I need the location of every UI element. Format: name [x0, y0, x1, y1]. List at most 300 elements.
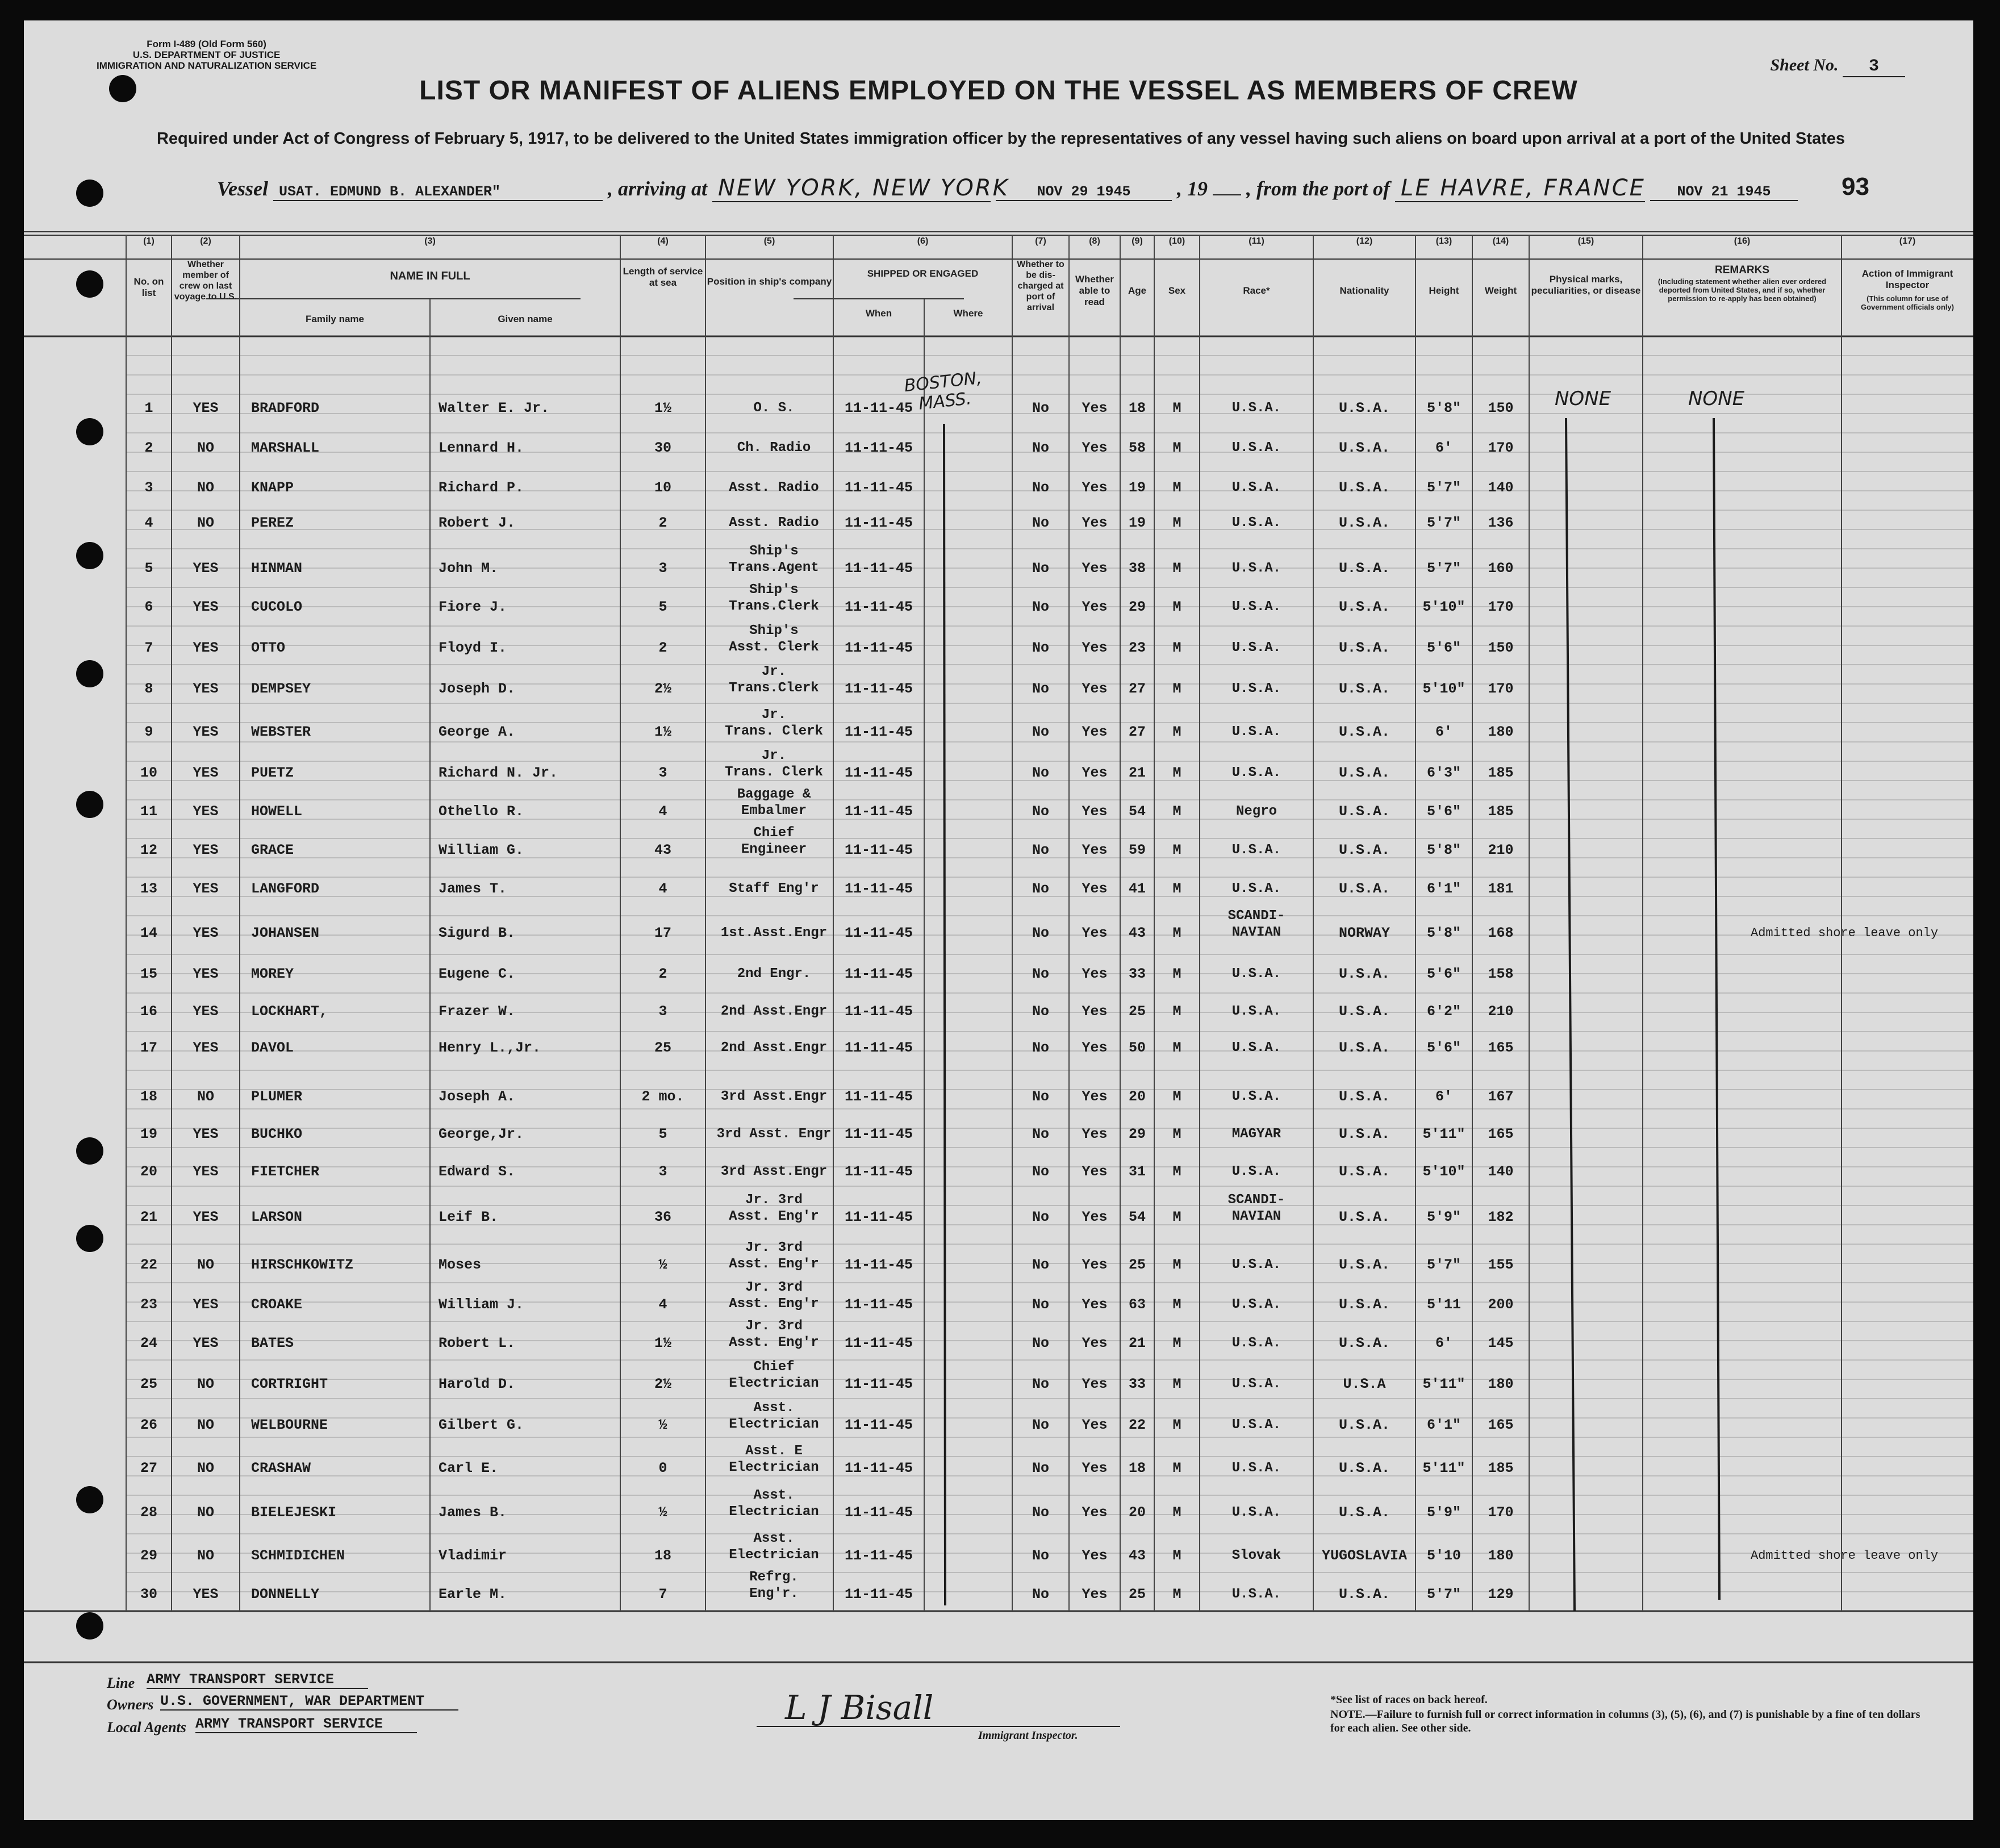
cell-family: HIRSCHKOWITZ [251, 1257, 354, 1273]
line-value: ARMY TRANSPORT SERVICE [147, 1671, 368, 1689]
col-number: (5) [763, 236, 775, 246]
cell-prev: YES [193, 599, 219, 615]
cell-read: Yes [1082, 1504, 1108, 1521]
cell-family: BIELEJESKI [251, 1504, 337, 1521]
cell-position: Jr. 3rd Asst. Eng'r [729, 1192, 819, 1224]
cell-read: Yes [1082, 1547, 1108, 1564]
cell-race: U.S.A. [1231, 881, 1281, 896]
cell-given: Henry L.,Jr. [439, 1040, 541, 1056]
col-number: (8) [1089, 236, 1100, 246]
cell-no: 11 [140, 803, 157, 820]
cell-sex: M [1172, 1460, 1181, 1476]
cell-sex: M [1172, 724, 1181, 740]
cell-action: Admitted shore leave only [1751, 1549, 1939, 1563]
cell-given: Richard P. [439, 479, 524, 496]
cell-no: 2 [144, 440, 153, 456]
cell-when: 11-11-45 [844, 1040, 913, 1056]
cell-race: U.S.A. [1231, 1336, 1281, 1351]
cell-family: LARSON [251, 1209, 303, 1225]
sheet-value: 3 [1843, 57, 1905, 77]
cell-no: 13 [140, 881, 157, 897]
cell-sex: M [1172, 640, 1181, 656]
cell-height: 5'11 [1426, 1296, 1461, 1313]
cell-family: CUCOLO [251, 599, 303, 615]
cell-family: CRASHAW [251, 1460, 311, 1476]
cell-read: Yes [1082, 1460, 1108, 1476]
cell-prev: NO [197, 1417, 214, 1433]
cell-weight: 170 [1488, 440, 1514, 456]
cell-discharge: No [1032, 560, 1049, 577]
ditto-line-physical [1566, 418, 1575, 1611]
cell-weight: 129 [1488, 1586, 1514, 1603]
cell-race: SCANDI- NAVIAN [1227, 1192, 1285, 1224]
cell-service: 36 [654, 1209, 671, 1225]
cell-height: 6' [1435, 1088, 1452, 1105]
cell-family: DAVOL [251, 1040, 294, 1056]
cell-sex: M [1172, 1586, 1181, 1603]
cell-prev: YES [193, 1209, 219, 1225]
cell-race: U.S.A. [1231, 724, 1281, 740]
cell-no: 26 [140, 1417, 157, 1433]
cell-sex: M [1172, 1088, 1181, 1105]
cell-prev: NO [197, 1376, 214, 1392]
cell-discharge: No [1032, 1547, 1049, 1564]
cell-service: ½ [658, 1417, 667, 1433]
cell-weight: 150 [1488, 400, 1514, 416]
cell-discharge: No [1032, 1586, 1049, 1603]
header-position: Position in ship's company [707, 276, 832, 287]
col-number: (11) [1249, 236, 1264, 246]
cell-no: 30 [140, 1586, 157, 1603]
cell-prev: YES [193, 966, 219, 982]
cell-sex: M [1172, 881, 1181, 897]
cell-sex: M [1172, 1126, 1181, 1142]
cell-discharge: No [1032, 440, 1049, 456]
cell-age: 27 [1128, 724, 1146, 740]
cell-prev: YES [193, 881, 219, 897]
note-penalty: NOTE.—Failure to furnish full or correct information in columns (3), (5), (6), and (7) is punishable by a fine of ten dollars for each alien. See other side. [1330, 1708, 1920, 1734]
cell-given: Leif B. [439, 1209, 499, 1225]
cell-given: Robert J. [439, 515, 516, 531]
cell-when: 11-11-45 [844, 640, 913, 656]
cell-sex: M [1172, 1296, 1181, 1313]
header-able-to-read: Whether able to read [1075, 274, 1114, 307]
cell-age: 21 [1128, 765, 1146, 781]
cell-when: 11-11-45 [844, 1163, 913, 1180]
col-number: (6) [917, 236, 929, 246]
header-age: Age [1128, 285, 1147, 296]
cell-family: LOCKHART, [251, 1003, 328, 1020]
cell-nationality: U.S.A. [1338, 1257, 1390, 1273]
cell-service: 0 [658, 1460, 667, 1476]
cell-height: 5'7" [1426, 515, 1461, 531]
cell-position: Asst. Electrician [729, 1400, 819, 1432]
cell-discharge: No [1032, 1376, 1049, 1392]
cell-position: Jr. 3rd Asst. Eng'r [729, 1240, 819, 1272]
cell-nationality: U.S.A. [1338, 1460, 1390, 1476]
cell-discharge: No [1032, 479, 1049, 496]
header-no-on-list: No. on list [133, 276, 164, 298]
cell-sex: M [1172, 1209, 1181, 1225]
cell-age: 18 [1128, 1460, 1146, 1476]
cell-given: Moses [439, 1257, 482, 1273]
cell-position: Ship's Trans.Clerk [729, 582, 819, 614]
cell-weight: 181 [1488, 881, 1514, 897]
cell-service: 2 [658, 966, 667, 982]
cell-service: 2 [658, 640, 667, 656]
document-title: LIST OR MANIFEST OF ALIENS EMPLOYED ON THE VESSEL AS MEMBERS OF CREW [419, 76, 1578, 106]
cell-given: Floyd I. [439, 640, 507, 656]
cell-height: 5'10 [1426, 1547, 1461, 1564]
cell-no: 28 [140, 1504, 157, 1521]
cell-given: Gilbert G. [439, 1417, 524, 1433]
form-number: Form I-489 (Old Form 560) [147, 39, 266, 49]
cell-given: Sigurd B. [439, 925, 516, 941]
cell-sex: M [1172, 515, 1181, 531]
cell-height: 6' [1435, 724, 1452, 740]
cell-sex: M [1172, 560, 1181, 577]
header-physical-marks: Physical marks, peculiarities, or disease [1531, 274, 1641, 296]
cell-no: 15 [140, 966, 157, 982]
cell-discharge: No [1032, 599, 1049, 615]
cell-discharge: No [1032, 925, 1049, 941]
cell-no: 21 [140, 1209, 157, 1225]
cell-nationality: U.S.A. [1338, 640, 1390, 656]
cell-family: DONNELLY [251, 1586, 320, 1603]
header-inspector-action: Action of Immigrant Inspector [1861, 268, 1953, 290]
inspector-signature: L J Bisall [785, 1688, 934, 1727]
cell-weight: 210 [1488, 842, 1514, 858]
cell-discharge: No [1032, 515, 1049, 531]
cell-prev: YES [193, 1040, 219, 1056]
cell-nationality: U.S.A. [1338, 599, 1390, 615]
year-label: , 19 [1177, 177, 1208, 200]
cell-race: U.S.A. [1231, 681, 1281, 696]
header-when: When [865, 308, 892, 319]
cell-read: Yes [1082, 881, 1108, 897]
cell-given: Eugene C. [439, 966, 516, 982]
cell-when: 11-11-45 [844, 842, 913, 858]
cell-age: 25 [1128, 1003, 1146, 1020]
cell-age: 18 [1128, 400, 1146, 416]
cell-race: U.S.A. [1231, 1257, 1281, 1273]
cell-read: Yes [1082, 1257, 1108, 1273]
cell-given: Vladimir [439, 1547, 507, 1564]
cell-when: 11-11-45 [844, 1376, 913, 1392]
handwritten-where: BOSTON, MASS. [903, 368, 983, 414]
cell-age: 22 [1128, 1417, 1146, 1433]
col-number: (1) [143, 236, 155, 246]
cell-position: 1st.Asst.Engr [720, 925, 828, 941]
cell-given: George,Jr. [439, 1126, 524, 1142]
col-number: (4) [657, 236, 669, 246]
cell-height: 5'8" [1426, 400, 1461, 416]
cell-discharge: No [1032, 1335, 1049, 1351]
cell-given: James T. [439, 881, 507, 897]
cell-discharge: No [1032, 1417, 1049, 1433]
cell-height: 5'11" [1422, 1460, 1465, 1476]
cell-prev: YES [193, 842, 219, 858]
cell-no: 22 [140, 1257, 157, 1273]
cell-discharge: No [1032, 842, 1049, 858]
cell-service: 2½ [654, 681, 671, 697]
cell-read: Yes [1082, 1296, 1108, 1313]
header-remarks-note: (Including statement whether alien ever ordered deported from United States, and if so, whether permission to re-apply has been obtained) [1657, 277, 1827, 303]
cell-when: 11-11-45 [844, 1296, 913, 1313]
cell-age: 54 [1128, 803, 1146, 820]
page-number: 93 [1842, 173, 1869, 201]
cell-sex: M [1172, 966, 1181, 982]
cell-discharge: No [1032, 640, 1049, 656]
col-number: (12) [1356, 236, 1373, 246]
cell-read: Yes [1082, 479, 1108, 496]
cell-given: Earle M. [439, 1586, 507, 1603]
cell-no: 29 [140, 1547, 157, 1564]
cell-position: Asst. Radio [729, 480, 819, 495]
cell-when: 11-11-45 [844, 400, 913, 416]
header-inspector-action-note: (This column for use of Government officials only) [1861, 294, 1954, 311]
cell-sex: M [1172, 1376, 1181, 1392]
cell-race: Slovak [1231, 1548, 1281, 1563]
cell-race: MAGYAR [1231, 1127, 1281, 1142]
cell-read: Yes [1082, 681, 1108, 697]
cell-sex: M [1172, 1335, 1181, 1351]
cell-no: 20 [140, 1163, 157, 1180]
cell-prev: YES [193, 1335, 219, 1351]
cell-height: 5'6" [1426, 640, 1461, 656]
cell-discharge: No [1032, 1209, 1049, 1225]
cell-family: CROAKE [251, 1296, 303, 1313]
cell-weight: 170 [1488, 599, 1514, 615]
cell-read: Yes [1082, 640, 1108, 656]
service: IMMIGRATION AND NATURALIZATION SERVICE [97, 60, 317, 71]
cell-service: 18 [654, 1547, 671, 1564]
cell-age: 50 [1128, 1040, 1146, 1056]
cell-height: 5'7" [1426, 560, 1461, 577]
cell-when: 11-11-45 [844, 881, 913, 897]
vessel-name: USAT. EDMUND B. ALEXANDER" [273, 183, 603, 201]
cell-service: 2½ [654, 1376, 671, 1392]
cell-nationality: U.S.A. [1338, 881, 1390, 897]
col-number: (16) [1734, 236, 1751, 246]
cell-race: Negro [1235, 804, 1277, 819]
cell-weight: 182 [1488, 1209, 1514, 1225]
cell-when: 11-11-45 [844, 560, 913, 577]
cell-family: BRADFORD [251, 400, 320, 416]
ditto-marks [24, 20, 1973, 1820]
cell-weight: 180 [1488, 1376, 1514, 1392]
cell-read: Yes [1082, 1417, 1108, 1433]
cell-service: 1½ [654, 724, 671, 740]
cell-age: 29 [1128, 1126, 1146, 1142]
cell-nationality: U.S.A. [1338, 966, 1390, 982]
cell-prev: NO [197, 479, 214, 496]
cell-discharge: No [1032, 1003, 1049, 1020]
cell-when: 11-11-45 [844, 966, 913, 982]
cell-height: 5'6" [1426, 803, 1461, 820]
cell-when: 11-11-45 [844, 925, 913, 941]
cell-when: 11-11-45 [844, 1504, 913, 1521]
cell-race: U.S.A. [1231, 515, 1281, 531]
cell-race: U.S.A. [1231, 599, 1281, 615]
cell-family: WEBSTER [251, 724, 311, 740]
cell-no: 3 [144, 479, 153, 496]
cell-discharge: No [1032, 803, 1049, 820]
cell-race: U.S.A. [1231, 1505, 1281, 1520]
col-number: (2) [200, 236, 211, 246]
cell-service: 1½ [654, 1335, 671, 1351]
col-number: (17) [1899, 236, 1916, 246]
manifest-page [24, 20, 1973, 1820]
cell-no: 5 [144, 560, 153, 577]
cell-height: 5'6" [1426, 1040, 1461, 1056]
cell-no: 18 [140, 1088, 157, 1105]
cell-height: 6'3" [1426, 765, 1461, 781]
cell-nationality: U.S.A. [1338, 1003, 1390, 1020]
cell-read: Yes [1082, 724, 1108, 740]
cell-given: Frazer W. [439, 1003, 516, 1020]
cell-read: Yes [1082, 1088, 1108, 1105]
cell-read: Yes [1082, 966, 1108, 982]
cell-age: 27 [1128, 681, 1146, 697]
arriving-at: NEW YORK, NEW YORK [712, 175, 991, 202]
cell-nationality: U.S.A. [1338, 681, 1390, 697]
document-subtitle: Required under Act of Congress of February 5, 1917, to be delivered to the United States immigration officer by the representatives of any vessel having such aliens on board upon arrival at a port of the United States [156, 130, 1845, 148]
cell-position: Jr. Trans. Clerk [725, 707, 823, 739]
cell-weight: 168 [1488, 925, 1514, 941]
cell-when: 11-11-45 [844, 1586, 913, 1603]
cell-position: Ship's Asst. Clerk [729, 623, 819, 655]
cell-position: O. S. [753, 401, 795, 416]
cell-prev: YES [193, 925, 219, 941]
handwritten-remarks: NONE [1688, 387, 1745, 410]
handwritten-physical-marks: NONE [1555, 387, 1611, 410]
cell-action: Admitted shore leave only [1751, 926, 1939, 940]
cell-nationality: U.S.A. [1338, 1040, 1390, 1056]
cell-race: U.S.A. [1231, 1089, 1281, 1104]
cell-read: Yes [1082, 400, 1108, 416]
cell-sex: M [1172, 765, 1181, 781]
cell-position: 3rd Asst.Engr [720, 1089, 828, 1104]
cell-nationality: U.S.A. [1338, 1504, 1390, 1521]
cell-height: 6' [1435, 440, 1452, 456]
cell-given: William J. [439, 1296, 524, 1313]
cell-position: 3rd Asst. Engr [716, 1127, 832, 1142]
cell-prev: NO [197, 1460, 214, 1476]
cell-service: 43 [654, 842, 671, 858]
cell-weight: 158 [1488, 966, 1514, 982]
cell-prev: NO [197, 440, 214, 456]
cell-service: 4 [658, 881, 667, 897]
cell-read: Yes [1082, 1376, 1108, 1392]
cell-discharge: No [1032, 1163, 1049, 1180]
cell-read: Yes [1082, 1586, 1108, 1603]
cell-when: 11-11-45 [844, 515, 913, 531]
cell-when: 11-11-45 [844, 1003, 913, 1020]
cell-race: U.S.A. [1231, 401, 1281, 416]
cell-discharge: No [1032, 681, 1049, 697]
cell-weight: 180 [1488, 1547, 1514, 1564]
cell-discharge: No [1032, 400, 1049, 416]
cell-age: 25 [1128, 1586, 1146, 1603]
cell-no: 1 [144, 400, 153, 416]
cell-sex: M [1172, 1504, 1181, 1521]
cell-given: Edward S. [439, 1163, 516, 1180]
cell-when: 11-11-45 [844, 1126, 913, 1142]
departure-date: NOV 21 1945 [1650, 183, 1798, 201]
cell-read: Yes [1082, 1040, 1108, 1056]
cell-position: Asst. Radio [729, 515, 819, 531]
cell-race: U.S.A. [1231, 440, 1281, 456]
col-number: (13) [1435, 236, 1452, 246]
cell-service: 3 [658, 560, 667, 577]
cell-service: 3 [658, 1163, 667, 1180]
cell-family: JOHANSEN [251, 925, 320, 941]
cell-given: Robert L. [439, 1335, 516, 1351]
cell-read: Yes [1082, 1209, 1108, 1225]
cell-prev: YES [193, 803, 219, 820]
cell-read: Yes [1082, 842, 1108, 858]
cell-no: 7 [144, 640, 153, 656]
cell-prev: NO [197, 1504, 214, 1521]
cell-family: SCHMIDICHEN [251, 1547, 345, 1564]
cell-discharge: No [1032, 1296, 1049, 1313]
cell-no: 16 [140, 1003, 157, 1020]
cell-race: U.S.A. [1231, 1376, 1281, 1392]
cell-read: Yes [1082, 440, 1108, 456]
cell-family: GRACE [251, 842, 294, 858]
cell-nationality: U.S.A. [1338, 440, 1390, 456]
cell-nationality: U.S.A. [1338, 400, 1390, 416]
col-number: (9) [1131, 236, 1143, 246]
from-port-label: , from the port of [1246, 177, 1391, 200]
owners-label: Owners [107, 1696, 154, 1713]
cell-discharge: No [1032, 1257, 1049, 1273]
cell-position: Jr. Trans.Clerk [729, 664, 819, 696]
cell-age: 20 [1128, 1088, 1146, 1105]
cell-nationality: U.S.A. [1338, 1126, 1390, 1142]
cell-sex: M [1172, 842, 1181, 858]
cell-sex: M [1172, 1547, 1181, 1564]
header-nationality: Nationality [1339, 285, 1389, 296]
ditto-line-where [944, 424, 945, 1605]
cell-race: U.S.A. [1231, 1297, 1281, 1312]
cell-service: 5 [658, 599, 667, 615]
cell-position: Ch. Radio [737, 440, 811, 456]
cell-prev: NO [197, 1547, 214, 1564]
cell-when: 11-11-45 [844, 599, 913, 615]
cell-race: U.S.A. [1231, 1040, 1281, 1056]
cell-weight: 170 [1488, 1504, 1514, 1521]
cell-nationality: U.S.A. [1338, 724, 1390, 740]
cell-nationality: U.S.A. [1338, 479, 1390, 496]
cell-position: 2nd Engr. [737, 966, 811, 982]
cell-weight: 185 [1488, 803, 1514, 820]
col-number: (14) [1492, 236, 1509, 246]
cell-age: 19 [1128, 479, 1146, 496]
cell-race: U.S.A. [1231, 966, 1281, 982]
cell-race: U.S.A. [1231, 1164, 1281, 1179]
cell-weight: 210 [1488, 1003, 1514, 1020]
cell-given: Fiore J. [439, 599, 507, 615]
header-sex: Sex [1168, 285, 1186, 296]
cell-weight: 170 [1488, 681, 1514, 697]
cell-service: 30 [654, 440, 671, 456]
cell-no: 25 [140, 1376, 157, 1392]
arrival-date: NOV 29 1945 [996, 183, 1172, 201]
cell-height: 6'1" [1426, 1417, 1461, 1433]
cell-nationality: U.S.A. [1338, 765, 1390, 781]
